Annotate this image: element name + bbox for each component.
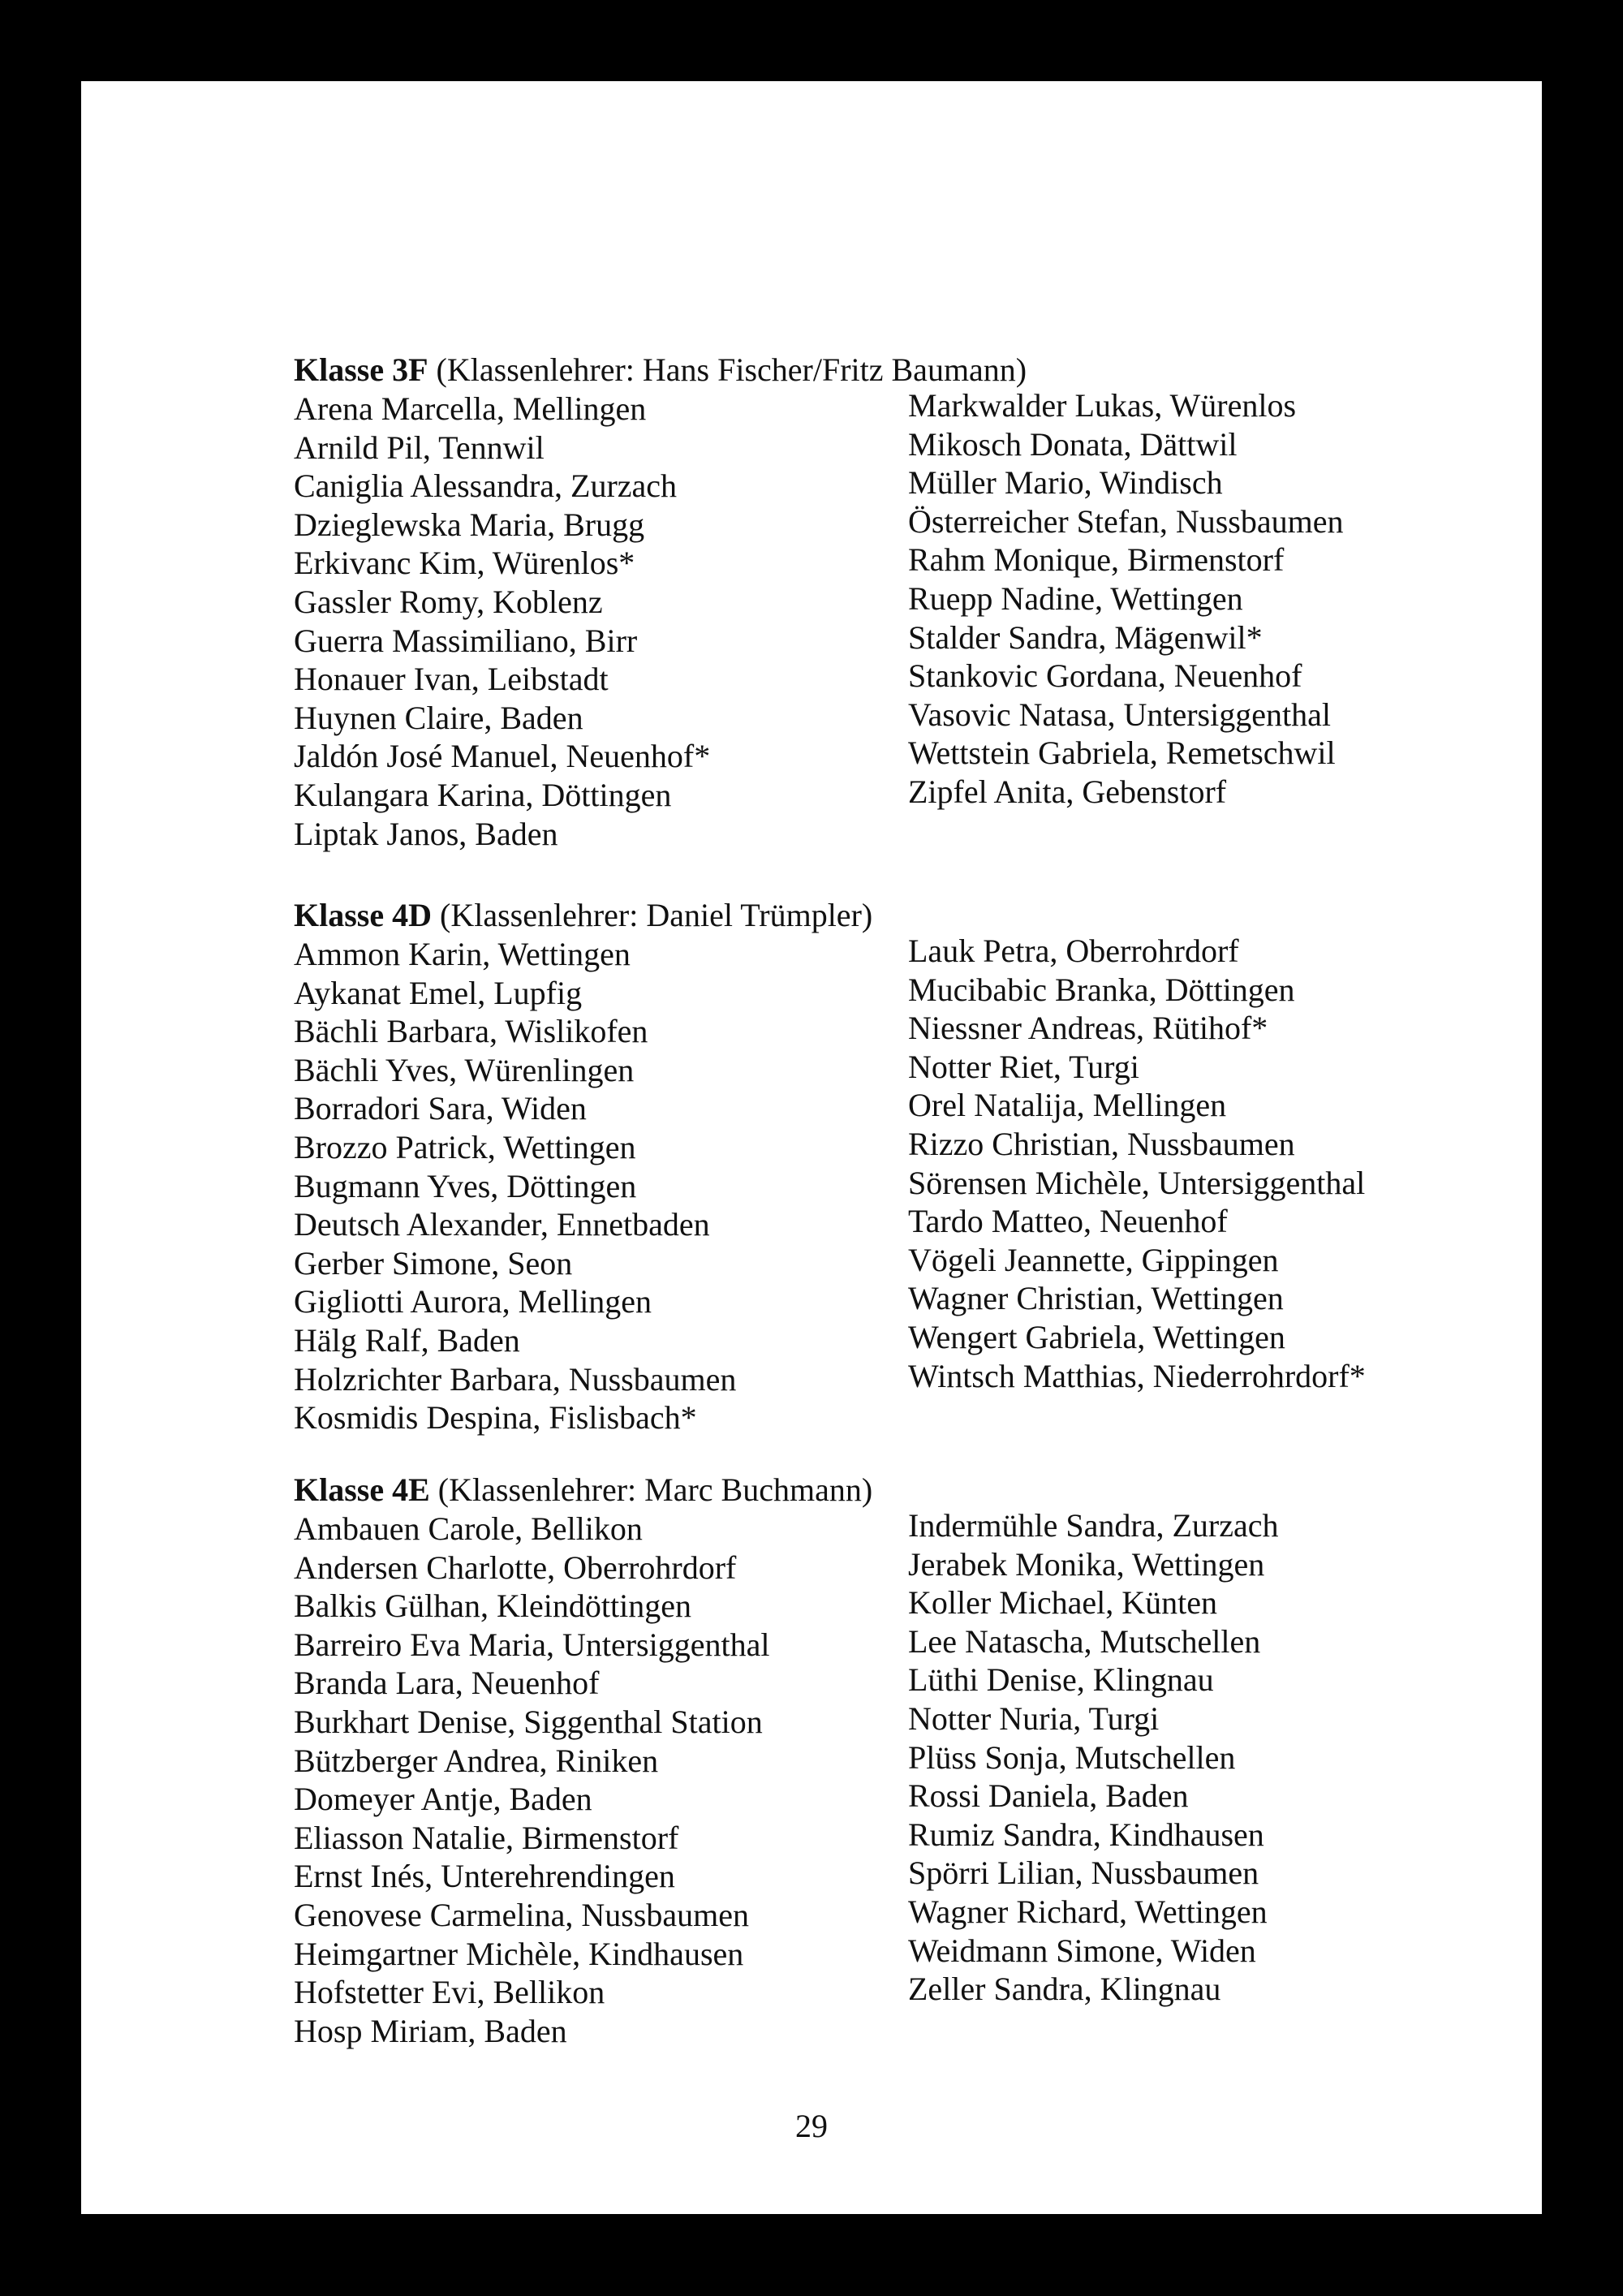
student-entry: Sörensen Michèle, Untersiggenthal [908, 1164, 1366, 1201]
student-entry: Brozzo Patrick, Wettingen [294, 1128, 636, 1165]
student-list-left [294, 1510, 769, 2050]
class-section-4d [294, 896, 1470, 1437]
student-entry: Liptak Janos, Baden [294, 815, 558, 852]
student-entry: Rizzo Christian, Nussbaumen [908, 1125, 1295, 1162]
student-entry: Rumiz Sandra, Kindhausen [908, 1816, 1264, 1853]
student-entry: Balkis Gülhan, Kleindöttingen [294, 1587, 691, 1625]
student-entry: Bugmann Yves, Döttingen [294, 1167, 637, 1204]
student-entry: Jaldón José Manuel, Neuenhof* [294, 738, 711, 775]
student-entry: Bächli Yves, Würenlingen [294, 1051, 635, 1088]
student-list-right [908, 386, 1343, 812]
student-entry: Andersen Charlotte, Oberrohrdorf [294, 1549, 737, 1586]
student-entry: Vasovic Natasa, Untersiggenthal [908, 696, 1331, 733]
student-entry: Hosp Miriam, Baden [294, 2012, 567, 2049]
student-entry: Bächli Barbara, Wislikofen [294, 1013, 648, 1050]
student-entry: Notter Nuria, Turgi [908, 1699, 1160, 1737]
student-entry: Lauk Petra, Oberrohrdorf [908, 933, 1239, 969]
student-entry: Markwalder Lukas, Würenlos [908, 387, 1297, 424]
student-entry: Barreiro Eva Maria, Untersiggenthal [294, 1626, 770, 1663]
class-section-3f [294, 351, 1470, 852]
student-entry: Burkhart Denise, Siggenthal Station [294, 1703, 763, 1740]
student-entry: Gassler Romy, Koblenz [294, 583, 603, 620]
student-entry: Domeyer Antje, Baden [294, 1781, 592, 1818]
student-entry: Plüss Sonja, Mutschellen [908, 1738, 1236, 1776]
student-entry: Dzieglewska Maria, Brugg [294, 506, 645, 543]
student-entry: Orel Natalija, Mellingen [908, 1087, 1227, 1124]
student-list-right [908, 932, 1366, 1395]
student-entry: Wagner Richard, Wettingen [908, 1893, 1268, 1930]
student-entry: Spörri Lilian, Nussbaumen [908, 1854, 1259, 1892]
student-entry: Bützberger Andrea, Riniken [294, 1742, 659, 1779]
student-list-left [294, 935, 736, 1437]
student-entry: Arnild Pil, Tennwil [294, 429, 545, 466]
student-entry: Lüthi Denise, Klingnau [908, 1661, 1214, 1699]
class-label: Klasse 4E [294, 1471, 430, 1508]
student-entry: Hälg Ralf, Baden [294, 1321, 520, 1359]
student-entry: Branda Lara, Neuenhof [294, 1665, 600, 1702]
student-list-left [294, 390, 710, 853]
class-teacher: (Klassenlehrer: Hans Fischer/Fritz Baumann) [436, 351, 1027, 388]
student-entry: Kosmidis Despina, Fislisbach* [294, 1399, 697, 1437]
student-entry: Heimgartner Michèle, Kindhausen [294, 1935, 744, 1972]
student-entry: Tardo Matteo, Neuenhof [908, 1203, 1228, 1240]
student-entry: Niessner Andreas, Rütihof* [908, 1010, 1268, 1047]
student-entry: Arena Marcella, Mellingen [294, 390, 647, 427]
student-entry: Wengert Gabriela, Wettingen [908, 1318, 1285, 1355]
student-entry: Lee Natascha, Mutschellen [908, 1622, 1261, 1660]
student-entry: Aykanat Emel, Lupfig [294, 974, 583, 1011]
student-entry: Ambauen Carole, Bellikon [294, 1510, 643, 1547]
student-entry: Weidmann Simone, Widen [908, 1932, 1256, 1969]
student-entry: Ruepp Nadine, Wettingen [908, 579, 1243, 617]
student-entry: Stalder Sandra, Mägenwil* [908, 618, 1263, 656]
student-entry: Ernst Inés, Unterehrendingen [294, 1858, 675, 1895]
student-entry: Jerabek Monika, Wettingen [908, 1545, 1265, 1583]
student-entry: Ammon Karin, Wettingen [294, 936, 631, 972]
student-entry: Koller Michael, Künten [908, 1584, 1217, 1622]
student-entry: Österreicher Stefan, Nussbaumen [908, 502, 1344, 540]
student-entry: Borradori Sara, Widen [294, 1090, 587, 1127]
student-entry: Müller Mario, Windisch [908, 464, 1223, 502]
page-number: 29 [795, 2108, 828, 2144]
class-heading [294, 351, 1470, 390]
class-teacher: (Klassenlehrer: Daniel Trümpler) [440, 897, 873, 933]
student-entry: Gerber Simone, Seon [294, 1244, 573, 1282]
student-entry: Wettstein Gabriela, Remetschwil [908, 734, 1336, 772]
student-entry: Wagner Christian, Wettingen [908, 1280, 1284, 1317]
student-entry: Zipfel Anita, Gebenstorf [908, 773, 1227, 810]
class-heading [294, 1471, 1470, 1510]
student-entry: Erkivanc Kim, Würenlos* [294, 545, 635, 582]
class-teacher: (Klassenlehrer: Marc Buchmann) [437, 1471, 873, 1508]
student-entry: Caniglia Alessandra, Zurzach [294, 467, 678, 505]
student-entry: Eliasson Natalie, Birmenstorf [294, 1819, 679, 1856]
class-label: Klasse 4D [294, 897, 432, 933]
student-entry: Honauer Ivan, Leibstadt [294, 661, 609, 698]
student-entry: Mucibabic Branka, Döttingen [908, 971, 1295, 1008]
student-entry: Gigliotti Aurora, Mellingen [294, 1283, 652, 1320]
student-entry: Guerra Massimiliano, Birr [294, 622, 638, 659]
student-entry: Rahm Monique, Birmenstorf [908, 541, 1285, 579]
student-entry: Notter Riet, Turgi [908, 1048, 1139, 1085]
student-entry: Mikosch Donata, Dättwil [908, 425, 1238, 463]
student-entry: Holzrichter Barbara, Nussbaumen [294, 1360, 737, 1398]
student-entry: Stankovic Gordana, Neuenhof [908, 657, 1302, 695]
student-entry: Huynen Claire, Baden [294, 699, 583, 736]
class-section-4e [294, 1471, 1470, 2049]
student-list-right [908, 1506, 1278, 2009]
student-entry: Hofstetter Evi, Bellikon [294, 1974, 605, 2011]
student-entry: Zeller Sandra, Klingnau [908, 1971, 1221, 2008]
student-entry: Kulangara Karina, Döttingen [294, 776, 672, 813]
class-label: Klasse 3F [294, 351, 428, 388]
student-entry: Wintsch Matthias, Niederrohrdorf* [908, 1357, 1366, 1394]
student-entry: Rossi Daniela, Baden [908, 1777, 1189, 1815]
document-page [81, 81, 1542, 2214]
class-heading [294, 896, 1470, 935]
student-entry: Indermühle Sandra, Zurzach [908, 1507, 1279, 1544]
student-entry: Vögeli Jeannette, Gippingen [908, 1241, 1279, 1278]
student-entry: Deutsch Alexander, Ennetbaden [294, 1206, 710, 1243]
student-entry: Genovese Carmelina, Nussbaumen [294, 1896, 749, 1933]
